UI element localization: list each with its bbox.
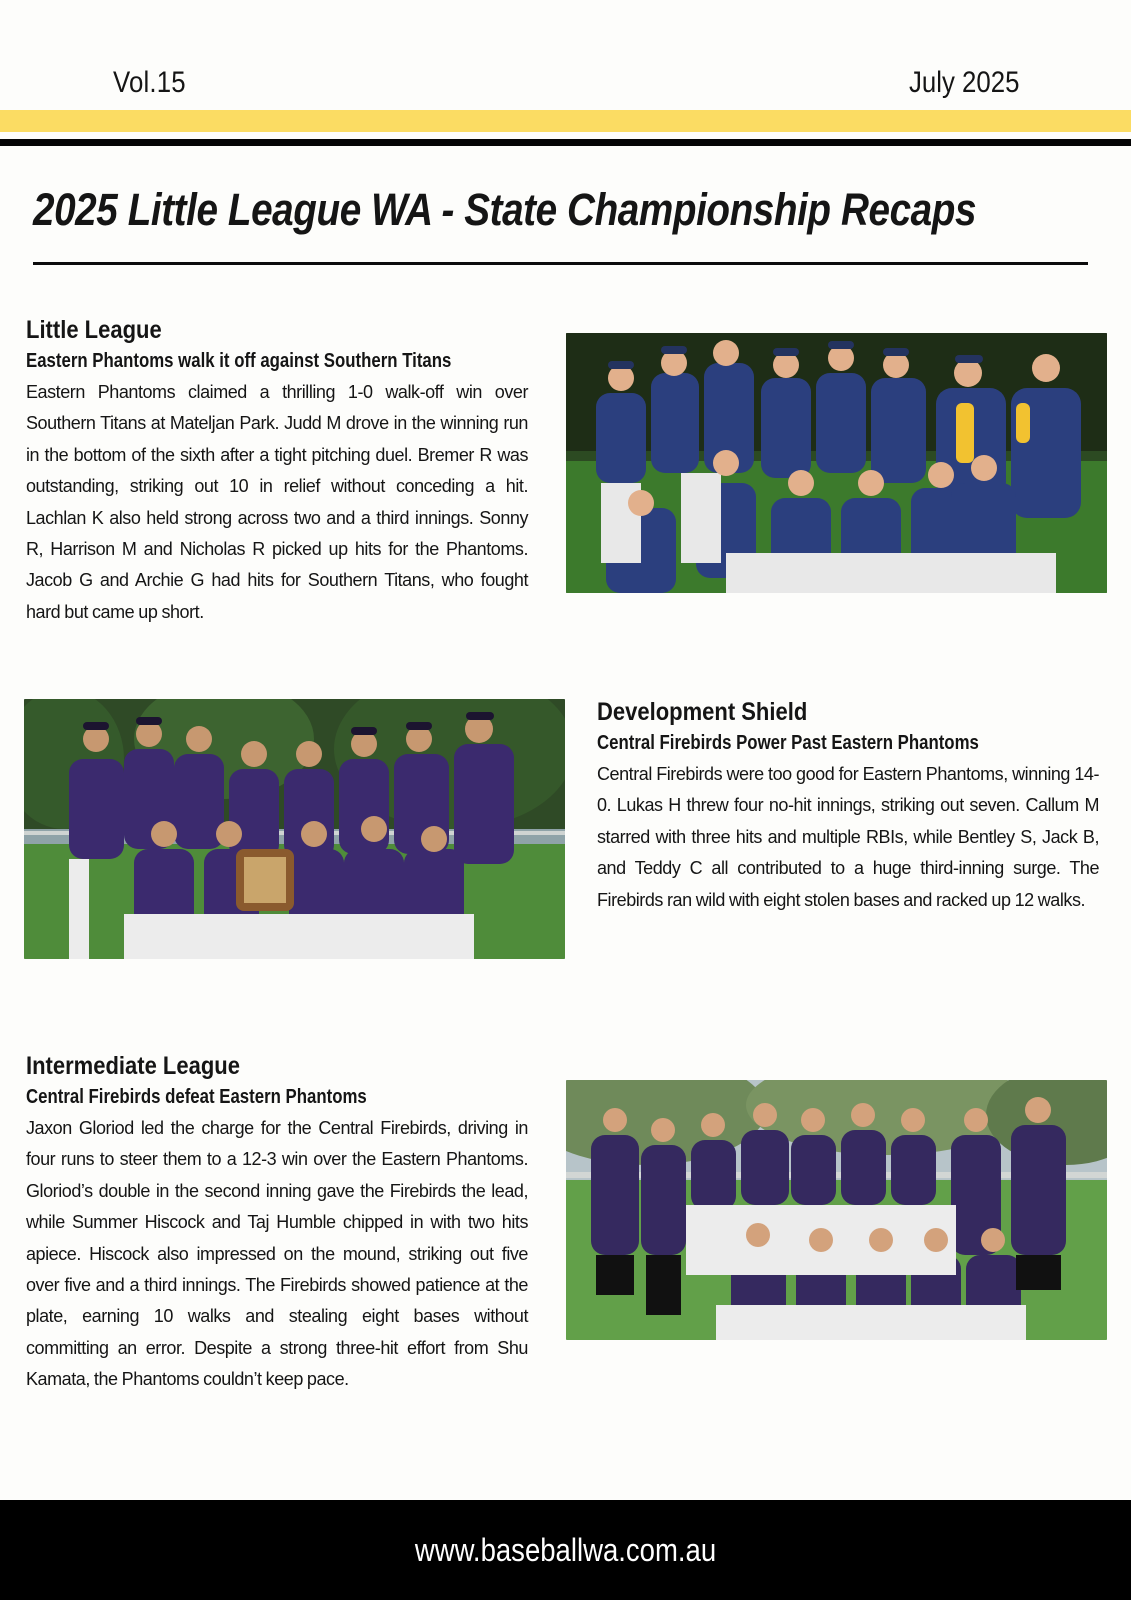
section-subheading: Central Firebirds defeat Eastern Phantoms: [26, 1086, 367, 1108]
page-title: 2025 Little League WA - State Championship Recaps: [33, 184, 977, 235]
team-photo-intermediate-league: [566, 1080, 1107, 1340]
title-underline: [33, 262, 1088, 265]
team-photo-development-shield: [24, 699, 565, 959]
section-little-league: [26, 316, 528, 628]
section-development-shield: [597, 698, 1099, 916]
section-body: Jaxon Gloriod led the charge for the Central Firebirds, driving in four runs to steer them to a 12-3 win over the Eastern Phantoms. Gloriod’s double in the second inning gave the Firebirds the lead, while Summer Hiscock and Taj Humble chipped in with two hits apiece. Hiscock also impressed on the mound, striking out five over five and a third innings. The Firebirds showed patience at the plate, earning 10 walks and stealing eight bases without committing an error. Despite a strong three-hit effort from Shu Kamata, the Phantoms couldn’t keep pace.: [26, 1118, 528, 1390]
footer-bar: [0, 1500, 1131, 1600]
section-heading: Little League: [26, 316, 162, 344]
volume-label: Vol.15: [113, 66, 186, 99]
section-heading: Development Shield: [597, 698, 808, 726]
yellow-band: [0, 110, 1131, 132]
black-rule: [0, 139, 1131, 146]
issue-date: July 2025: [908, 66, 1019, 99]
section-heading: Intermediate League: [26, 1052, 240, 1080]
section-subheading: Eastern Phantoms walk it off against Southern Titans: [26, 350, 452, 372]
section-subheading: Central Firebirds Power Past Eastern Phantoms: [597, 732, 979, 754]
team-photo-little-league: [566, 333, 1107, 593]
section-body: Eastern Phantoms claimed a thrilling 1-0 walk-off win over Southern Titans at Mateljan Park. Judd M drove in the winning run in the bottom of the sixth after a tight pitching duel. Bremer R was outstanding, striking out 10 in relief without conceding a hit. Lachlan K also held strong across two and a third innings. Sonny R, Harrison M and Nicholas R picked up hits for the Phantoms. Jacob G and Archie G had hits for Southern Titans, who fought hard but came up short.: [26, 382, 528, 622]
footer-url[interactable]: www.baseballwa.com.au: [414, 1532, 717, 1568]
section-body: Central Firebirds were too good for Eastern Phantoms, winning 14-0. Lukas H threw four no-hit innings, striking out seven. Callum M starred with three hits and multiple RBIs, while Bentley S, Jack B, and Teddy C all contributed to a huge third-inning surge. The Firebirds ran wild with eight stolen bases and racked up 12 walks.: [597, 764, 1099, 910]
section-intermediate-league: [26, 1052, 528, 1396]
